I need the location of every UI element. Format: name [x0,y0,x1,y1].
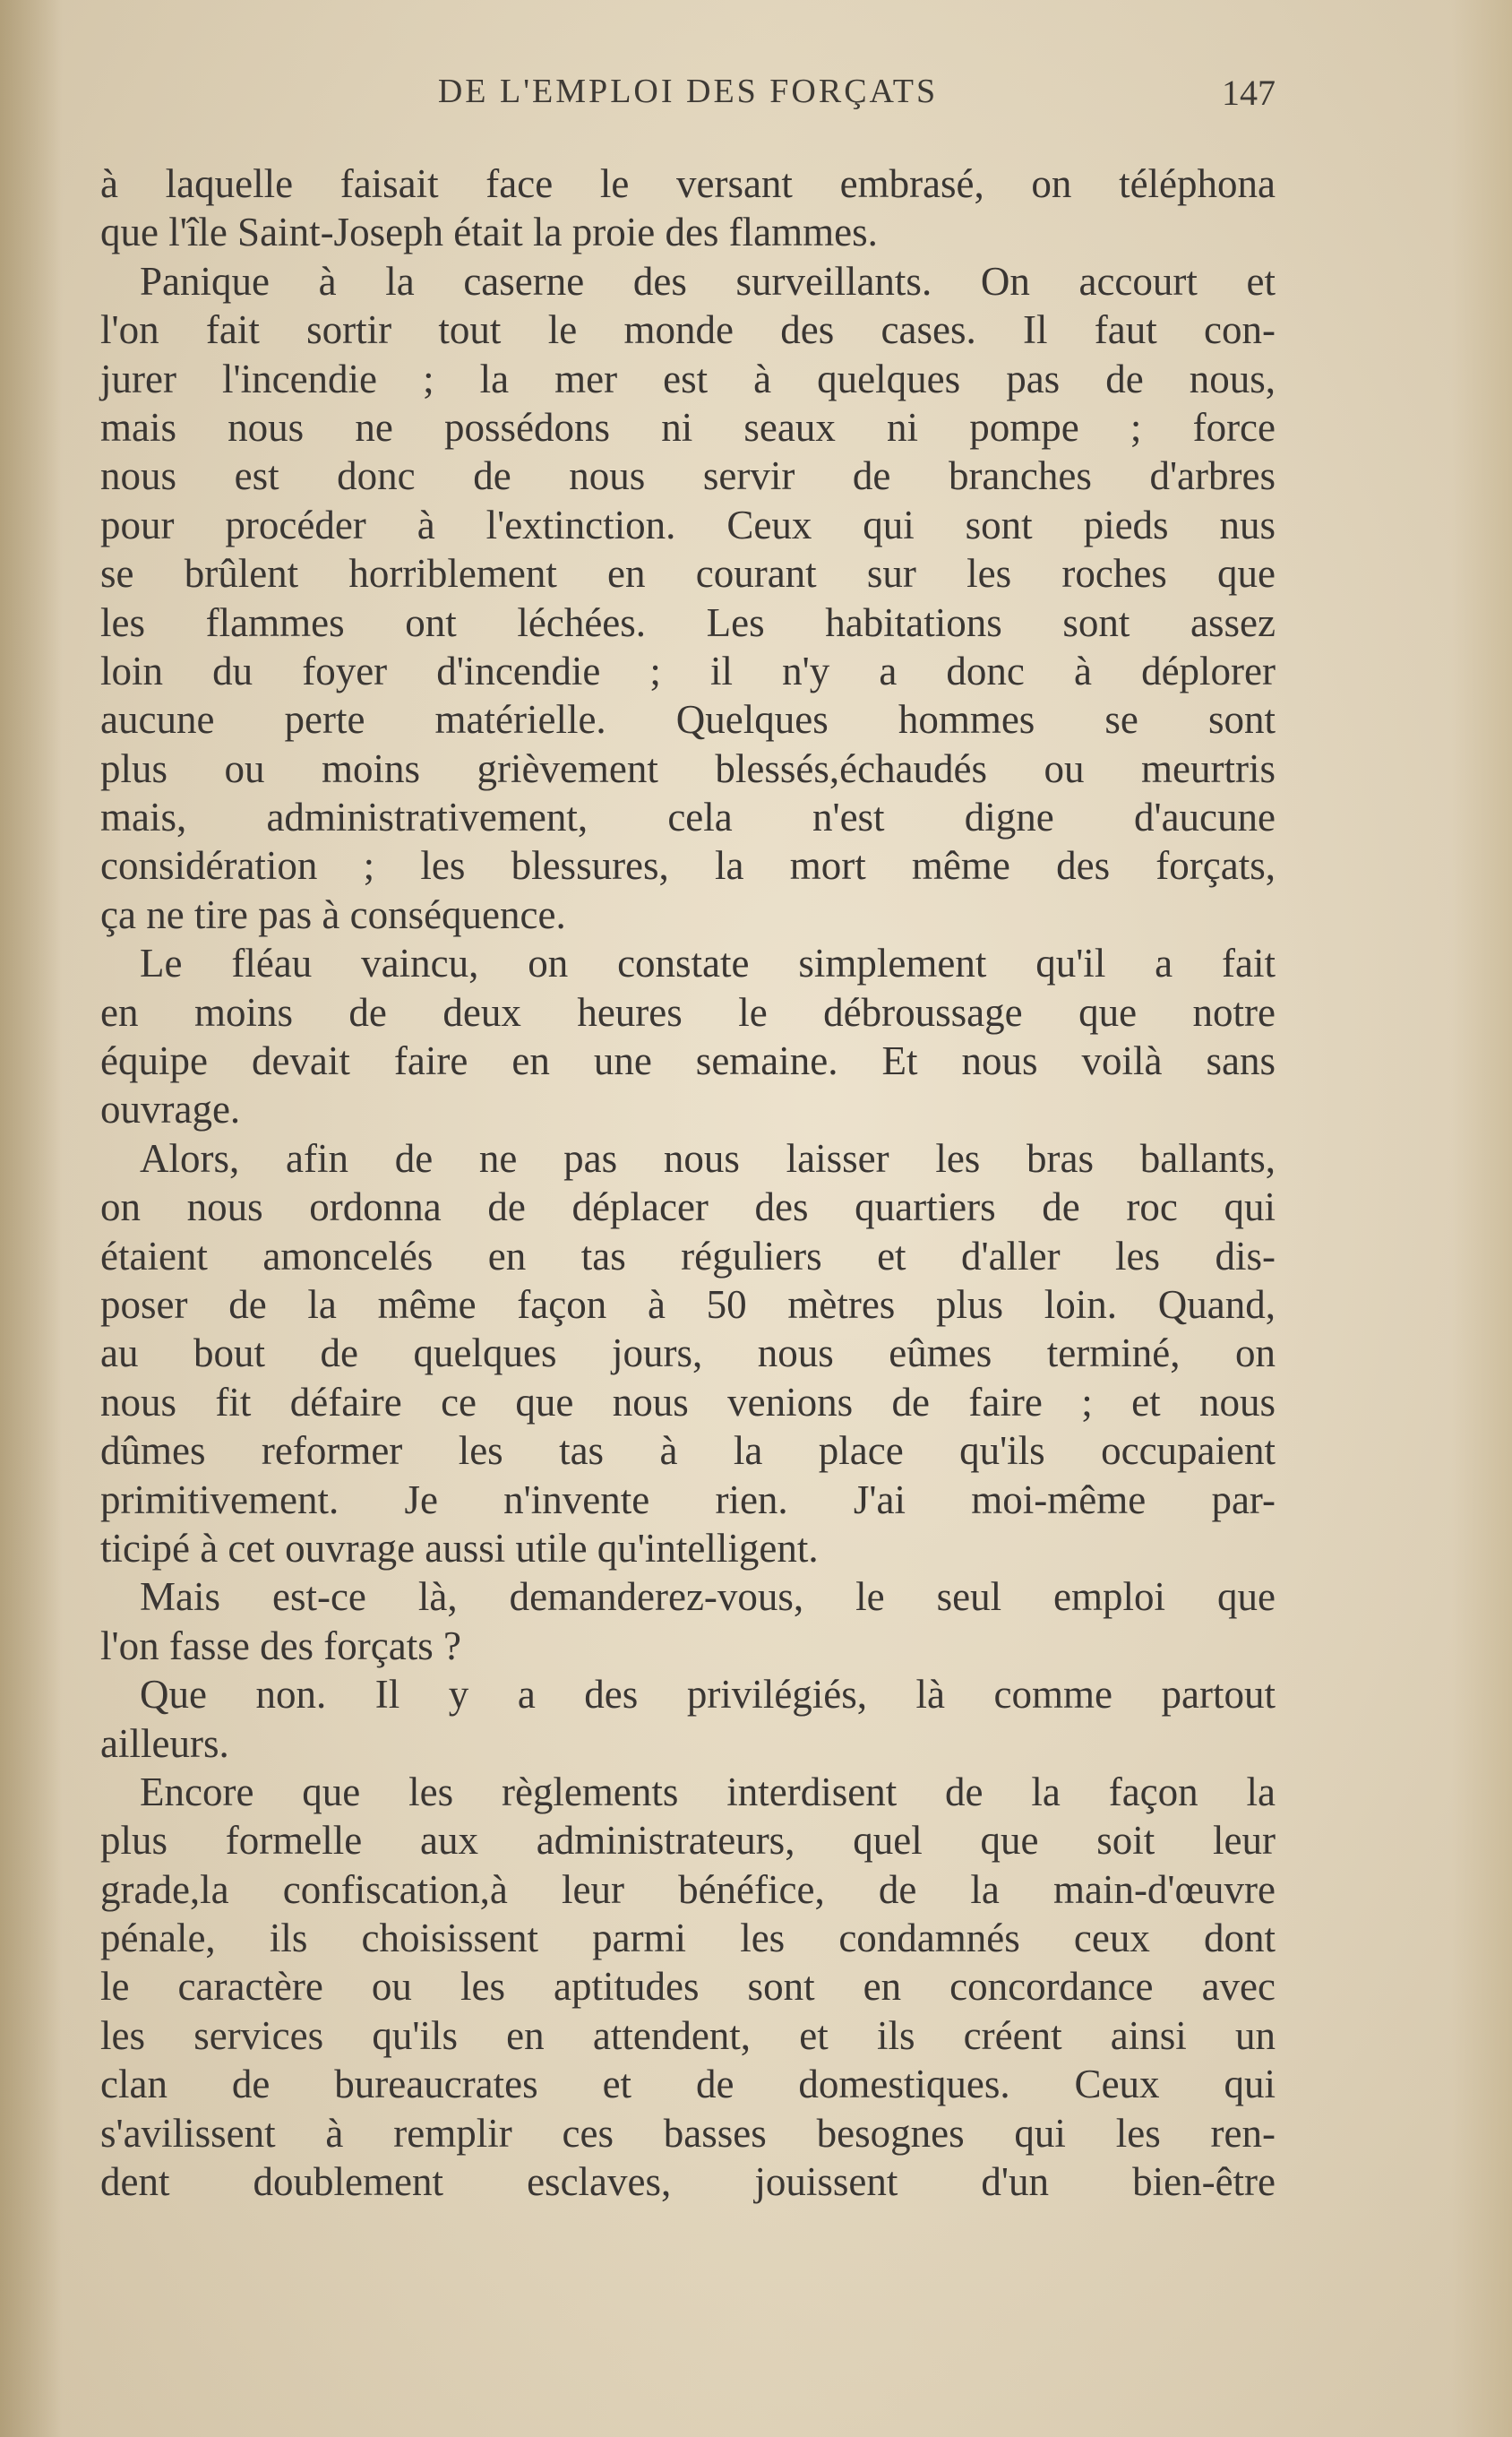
text-line: mais nous ne possédons ni seaux ni pompe ; force [100,404,1276,450]
text-line: considération ; les blessures, la mort même des forçats, [100,843,1276,889]
text-line: plus formelle aux administrateurs, quel que soit leur [100,1818,1276,1864]
text-line: le caractère ou les aptitudes sont en concordance avec [100,1964,1276,2010]
text-line: pour procéder à l'extinction. Ceux qui sont pieds nus [100,502,1276,547]
text-line: au bout de quelques jours, nous eûmes terminé, on [100,1330,1276,1376]
text-line: primitivement. Je n'invente rien. J'ai moi-même par- [100,1477,1276,1522]
text-line: jurer l'incendie ; la mer est à quelques pas de nous, [100,356,1276,401]
text-line: les flammes ont léchées. Les habitations sont assez [100,599,1276,645]
text-line: Alors, afin de ne pas nous laisser les bras ballants, [140,1135,1276,1181]
text-line: l'on fasse des forçats ? [100,1623,461,1668]
text-line: l'on fait sortir tout le monde des cases. Il faut con- [100,307,1276,353]
page-number: 147 [1222,73,1276,113]
text-line: on nous ordonna de déplacer des quartiers de roc qui [100,1184,1276,1230]
text-line: aucune perte matérielle. Quelques hommes se sont [100,697,1276,743]
text-line: dent doublement esclaves, jouissent d'un bien-être [100,2159,1276,2205]
text-line: Panique à la caserne des surveillants. On accourt et [140,258,1276,304]
text-line: en moins de deux heures le débroussage que notre [100,989,1276,1035]
text-line: pénale, ils choisissent parmi les condamnés ceux dont [100,1916,1276,1961]
text-line: plus ou moins grièvement blessés,échaudés ou meurtris [100,745,1276,791]
text-line: loin du foyer d'incendie ; il n'y a donc à déplorer [100,648,1276,693]
page-header [100,72,1276,125]
text-line: nous est donc de nous servir de branches d'arbres [100,453,1276,499]
text-line: les services qu'ils en attendent, et ils créent ainsi un [100,2012,1276,2058]
text-line: équipe devait faire en une semaine. Et nous voilà sans [100,1038,1276,1084]
text-line: grade,la confiscation,à leur bénéfice, de la main-d'œuvre [100,1866,1276,1912]
text-line: Le fléau vaincu, on constate simplement qu'il a fait [140,941,1276,986]
text-line: poser de la même façon à 50 mètres plus loin. Quand, [100,1281,1276,1327]
text-line: clan de bureaucrates et de domestiques. Ceux qui [100,2062,1276,2107]
text-line: nous fit défaire ce que nous venions de faire ; et nous [100,1379,1276,1425]
text-line: Que non. Il y a des privilégiés, là comme partout [140,1672,1276,1718]
text-line: ça ne tire pas à conséquence. [100,891,566,937]
body-text [100,159,1276,2206]
text-line: ticipé à cet ouvrage aussi utile qu'intelligent. [100,1525,819,1571]
text-line: mais, administrativement, cela n'est digne d'aucune [100,795,1276,840]
text-line: se brûlent horriblement en courant sur les roches que [100,551,1276,597]
text-line: dûmes reformer les tas à la place qu'ils occupaient [100,1428,1276,1474]
text-line: Mais est-ce là, demanderez-vous, le seul emploi que [140,1574,1276,1620]
text-line: ouvrage. [100,1087,241,1132]
text-line: étaient amoncelés en tas réguliers et d'aller les dis- [100,1233,1276,1279]
running-head: DE L'EMPLOI DES FORÇATS [437,73,939,110]
text-line: à laquelle faisait face le versant embrasé, on téléphona [100,161,1276,206]
text-line: Encore que les règlements interdisent de la façon la [140,1769,1276,1814]
text-line: ailleurs. [100,1720,229,1766]
text-line: s'avilissent à remplir ces basses besognes qui les ren- [100,2110,1276,2156]
text-line: que l'île Saint-Joseph était la proie des flammes. [100,210,878,255]
